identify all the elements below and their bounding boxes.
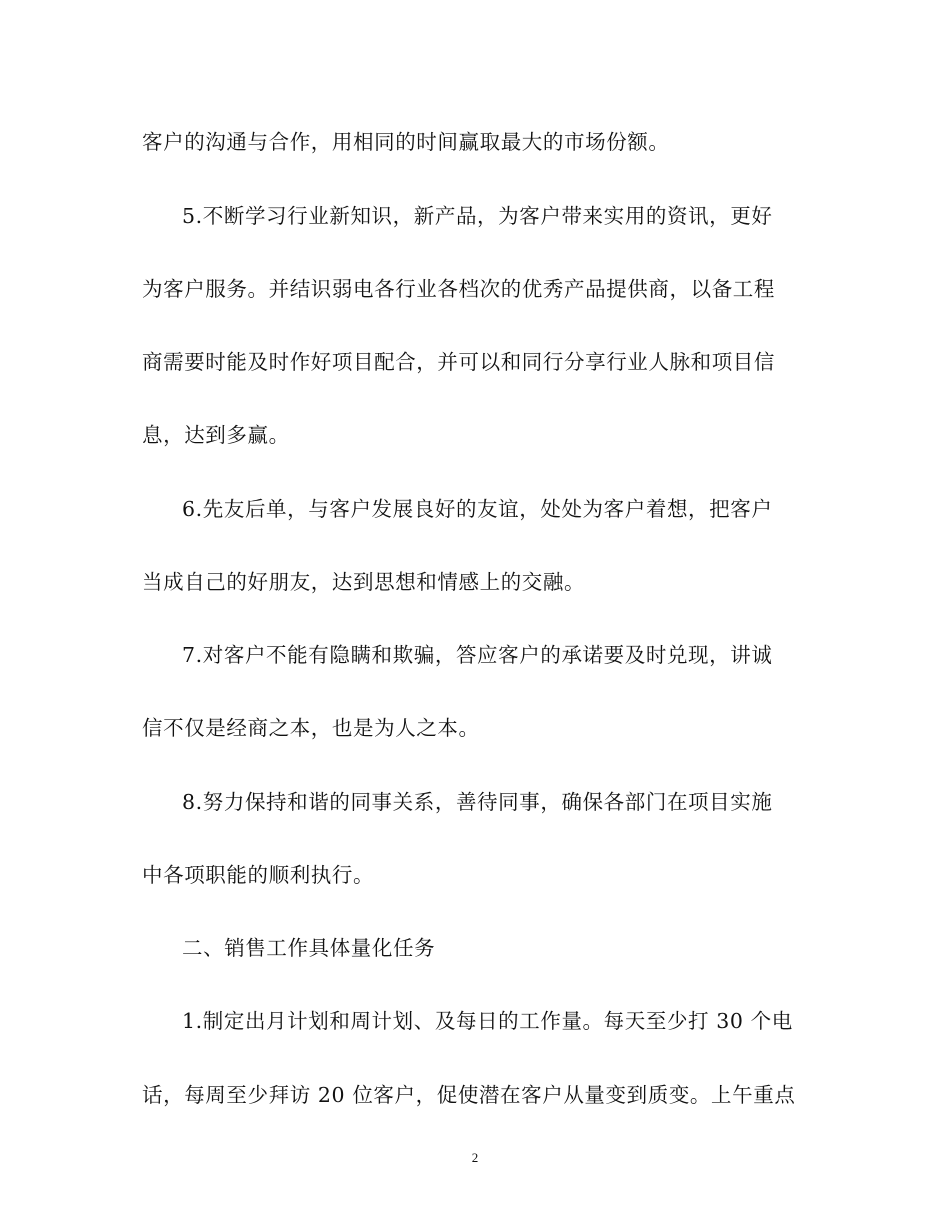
text-line: 8.努力保持和谐的同事关系，善待同事，确保各部门在项目实施 (182, 790, 773, 814)
section-heading: 二、销售工作具体量化任务 (182, 936, 436, 960)
text-line: 息，达到多赢。 (142, 423, 290, 447)
text-line: 为客户服务。并结识弱电各行业各档次的优秀产品提供商，以备工程 (142, 277, 775, 301)
text-line: 信不仅是经商之本，也是为人之本。 (142, 716, 480, 740)
text-line: 当成自己的好朋友，达到思想和情感上的交融。 (142, 570, 586, 594)
text-line: 6.先友后单，与客户发展良好的友谊，处处为客户着想，把客户 (182, 497, 773, 521)
text-line: 1.制定出月计划和周计划、及每日的工作量。每天至少打 30 个电 (182, 1009, 793, 1033)
text-line: 7.对客户不能有隐瞒和欺骗，答应客户的承诺要及时兑现，讲诚 (182, 643, 773, 667)
text-line: 商需要时能及时作好项目配合，并可以和同行分享行业人脉和项目信 (142, 350, 775, 374)
text-line: 话，每周至少拜访 20 位客户，促使潜在客户从量变到质变。上午重点 (142, 1083, 796, 1107)
page-number: 2 (471, 1150, 479, 1165)
text-line: 中各项职能的顺利执行。 (142, 863, 375, 887)
text-line: 5.不断学习行业新知识，新产品，为客户带来实用的资讯，更好 (182, 204, 773, 228)
text-line: 客户的沟通与合作，用相同的时间赢取最大的市场份额。 (142, 130, 670, 154)
